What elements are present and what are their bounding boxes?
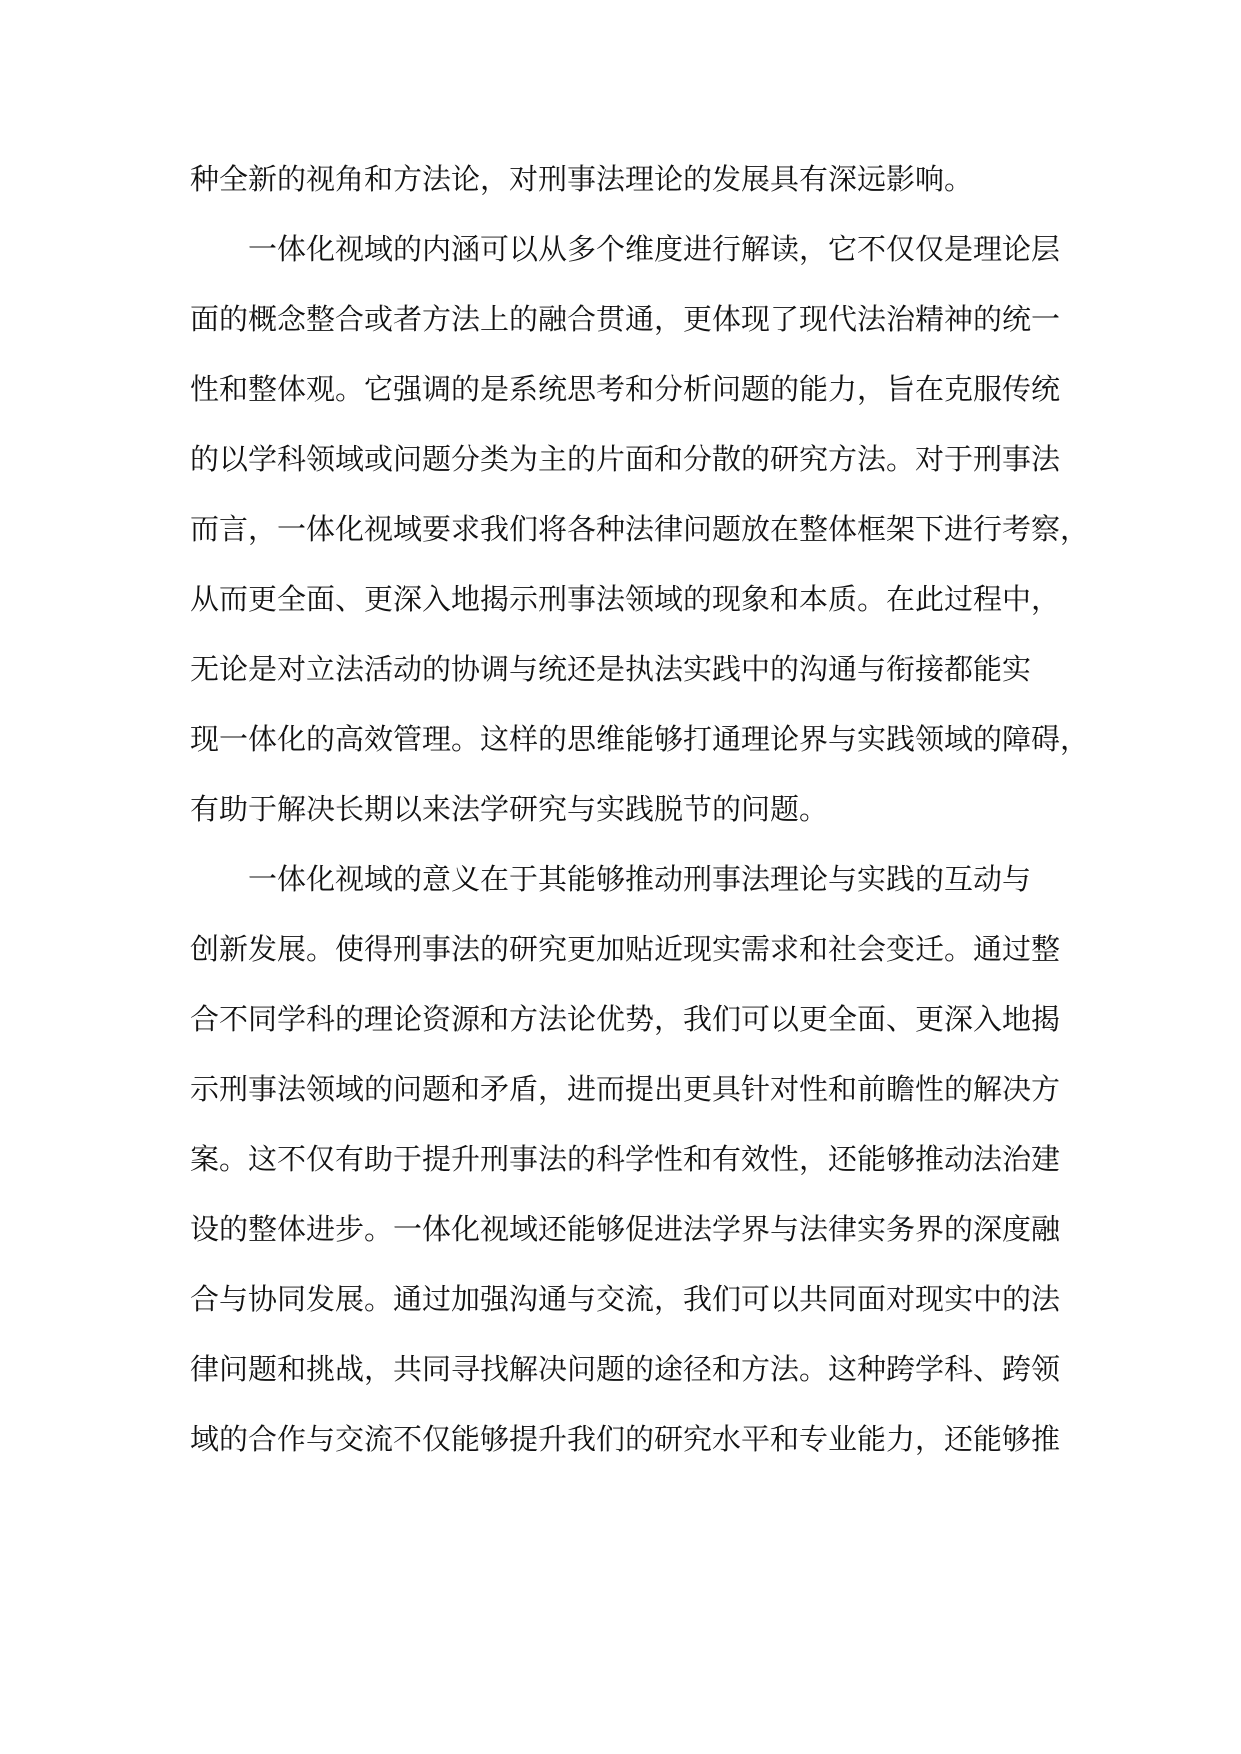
paragraph-first-line: 一体化视域的意义在于其能够推动刑事法理论与实践的互动与 [248, 862, 1032, 896]
text-line: 示刑事法领域的问题和矛盾，进而提出更具针对性和前瞻性的解决方 [190, 1072, 1061, 1106]
text-line: 域的合作与交流不仅能够提升我们的研究水平和专业能力，还能够推 [190, 1422, 1061, 1456]
text-line: 无论是对立法活动的协调与统还是执法实践中的沟通与衔接都能实 [190, 652, 1032, 686]
text-line: 案。这不仅有助于提升刑事法的科学性和有效性，还能够推动法治建 [190, 1142, 1061, 1176]
text-line: 的以学科领域或问题分类为主的片面和分散的研究方法。对于刑事法 [190, 442, 1061, 476]
text-line: 从而更全面、更深入地揭示刑事法领域的现象和本质。在此过程中， [190, 582, 1061, 616]
body-text [190, 144, 1090, 1474]
text-line: 种全新的视角和方法论，对刑事法理论的发展具有深远影响。 [190, 162, 974, 196]
text-line: 面的概念整合或者方法上的融合贯通，更体现了现代法治精神的统一 [190, 302, 1061, 336]
text-line: 合与协同发展。通过加强沟通与交流，我们可以共同面对现实中的法 [190, 1282, 1061, 1316]
text-line: 设的整体进步。一体化视域还能够促进法学界与法律实务界的深度融 [190, 1212, 1061, 1246]
text-line: 现一体化的高效管理。这样的思维能够打通理论界与实践领域的障碍， [190, 722, 1090, 756]
text-line: 律问题和挑战，共同寻找解决问题的途径和方法。这种跨学科、跨领 [190, 1352, 1061, 1386]
text-line: 性和整体观。它强调的是系统思考和分析问题的能力，旨在克服传统 [190, 372, 1061, 406]
text-line: 合不同学科的理论资源和方法论优势，我们可以更全面、更深入地揭 [190, 1002, 1061, 1036]
text-line: 创新发展。使得刑事法的研究更加贴近现实需求和社会变迁。通过整 [190, 932, 1061, 966]
paragraph-first-line: 一体化视域的内涵可以从多个维度进行解读，它不仅仅是理论层 [248, 232, 1061, 266]
text-line: 而言，一体化视域要求我们将各种法律问题放在整体框架下进行考察， [190, 512, 1090, 546]
text-line: 有助于解决长期以来法学研究与实践脱节的问题。 [190, 792, 829, 826]
